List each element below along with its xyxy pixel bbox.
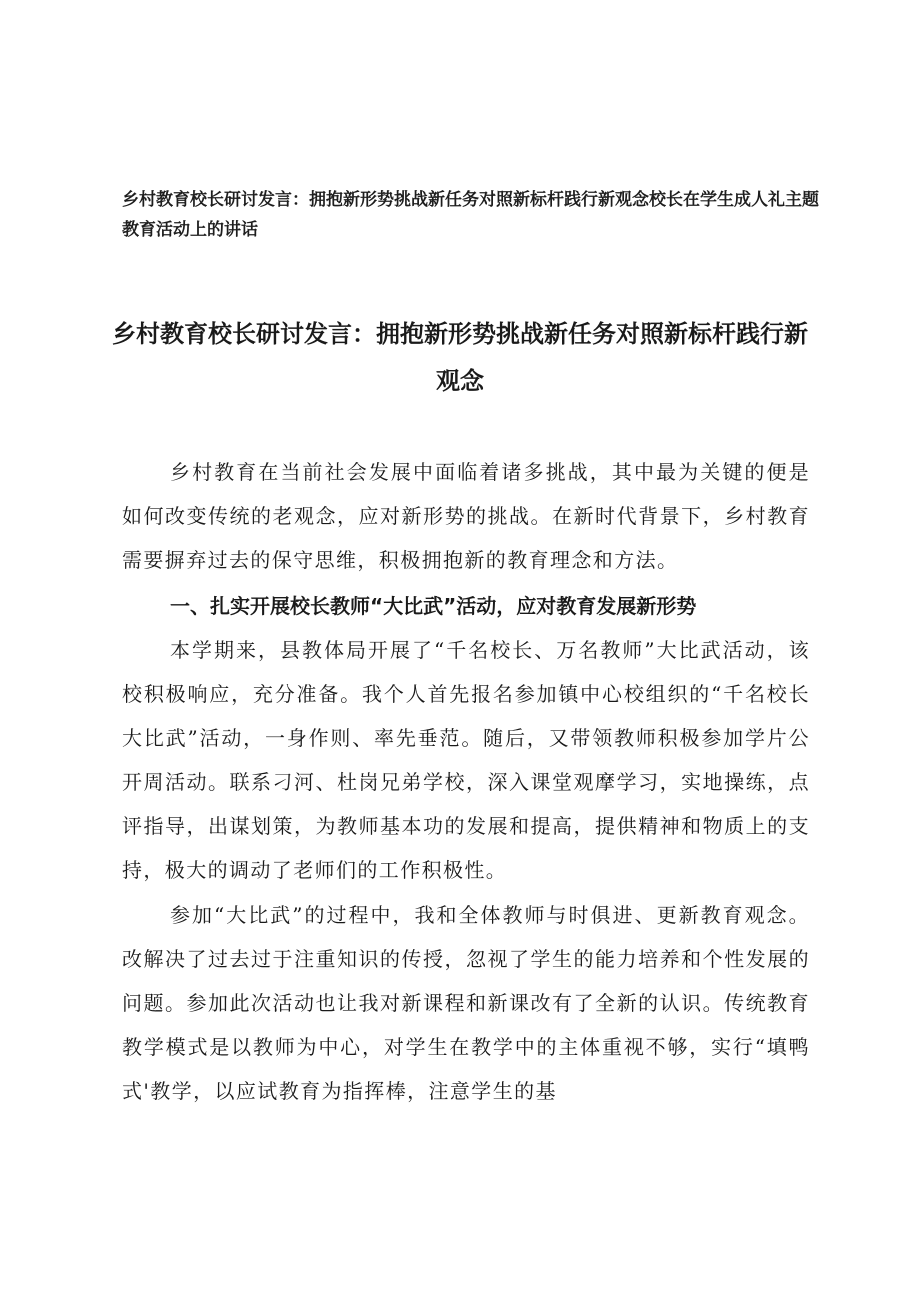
paragraph-activity: 本学期来，县教体局开展了“千名校长、万名教师”大比武活动，该校积极响应，充分准备。我个人首先报名参加镇中心校组织的“千名校长大比武”活动，一身作则、率先垂范。随后，又带领教师积极参加学片公开周活动。联系刁河、杜岗兄弟学校，深入课堂观摩学习，实地操练，点评指导，出谋划策，为教师基本功的发展和提高，提供精神和物质上的支持，极大的调动了老师们的工作积极性。: [122, 638, 810, 882]
page-title: 乡村教育校长研讨发言：拥抱新形势挑战新任务对照新标杆践行新观念: [112, 320, 808, 395]
document-header: 乡村教育校长研讨发言：拥抱新形势挑战新任务对照新标杆践行新观念校长在学生成人礼主题教育活动上的讲话: [122, 190, 819, 240]
paragraph-intro: 乡村教育在当前社会发展中面临着诸多挑战，其中最为关键的便是如何改变传统的老观念，应对新形势的挑战。在新时代背景下，乡村教育需要摒弃过去的保守思维，积极拥抱新的教育理念和方法。: [122, 460, 810, 572]
section-heading-1: 一、扎实开展校长教师“大比武”活动，应对教育发展新形势: [170, 594, 697, 618]
paragraph-concepts: 参加“大比武”的过程中，我和全体教师与时俱进、更新教育观念。改解决了过去过于注重知识的传授，忽视了学生的能力培养和个性发展的问题。参加此次活动也让我对新课程和新课改有了全新的认识。传统教育教学模式是以教师为中心，对学生在教学中的主体重视不够，实行“填鸭式'教学，以应试教育为指挥棒，注意学生的基: [122, 903, 810, 1103]
